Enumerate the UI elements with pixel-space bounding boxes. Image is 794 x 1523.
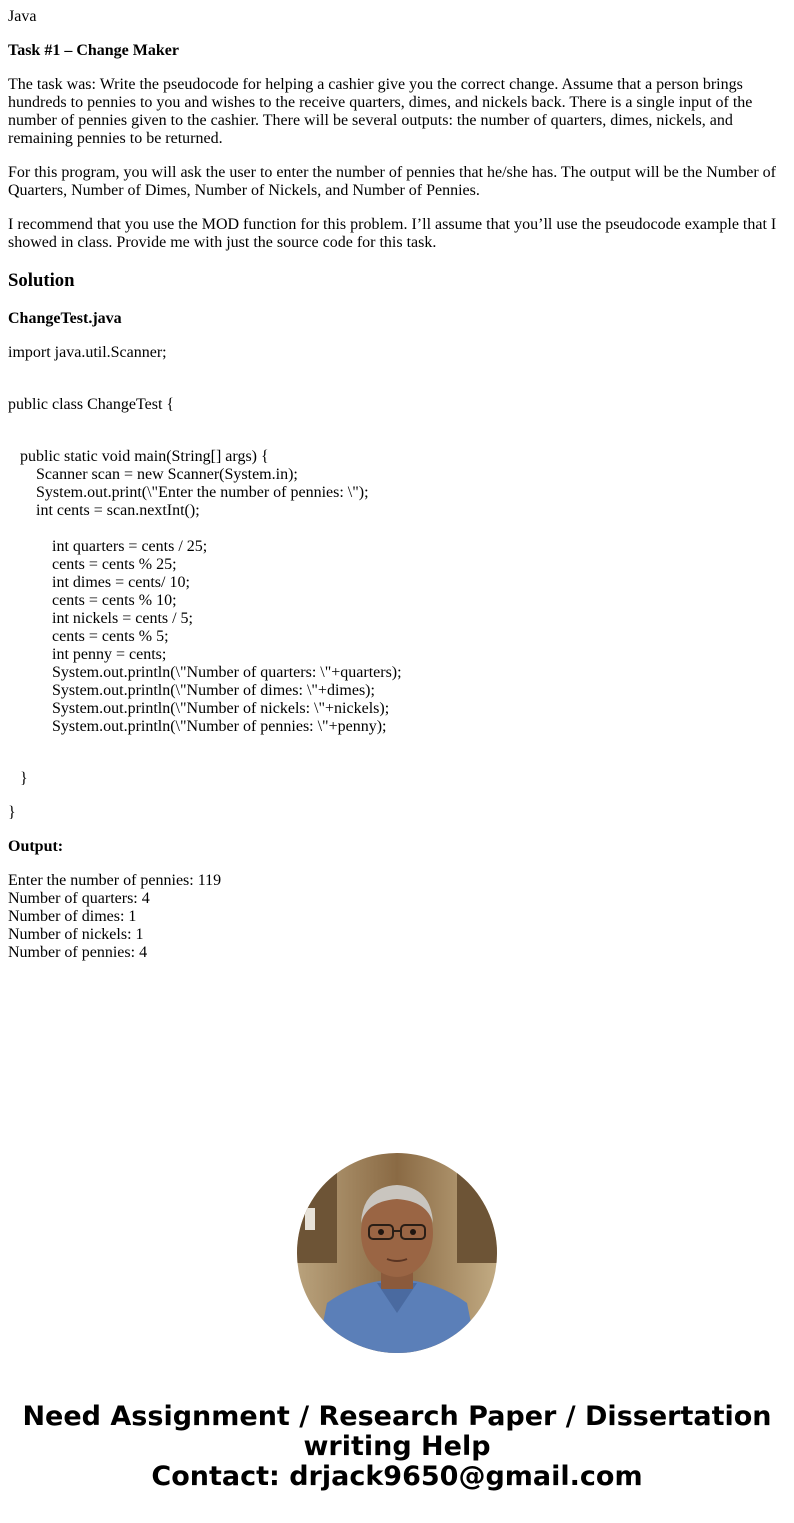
task-paragraph-1: The task was: Write the pseudocode for helping a cashier give you the correct change. Assume that a person brings hundreds to pennies to you and wishes to the receive quarters, dimes, and nickels back. There is a single input of the number of pennies given to the cashier. There will be several outputs: the number of quarters, dimes, nickels, and remaining pennies to be returned.	[8, 76, 753, 147]
code-line: int dimes = cents/ 10;	[52, 574, 190, 591]
code-line: int nickels = cents / 5;	[52, 610, 193, 627]
code-line: System.out.println(\"Number of pennies: \"+penny);	[52, 718, 387, 735]
solution-heading: Solution	[8, 270, 75, 291]
code-main-decl: public static void main(String[] args) {	[20, 448, 269, 465]
subject-label: Java	[8, 8, 37, 25]
banner-line-1: Need Assignment / Research Paper / Dissertation	[22, 1401, 772, 1432]
task-paragraph-3: I recommend that you use the MOD function for this problem. I’ll assume that you’ll use the pseudocode example that I showed in class. Provide me with just the source code for this task.	[8, 216, 777, 251]
document-body	[8, 8, 786, 962]
output-line: Number of quarters: 4	[8, 890, 150, 907]
output-line: Number of pennies: 4	[8, 944, 148, 961]
code-line: int cents = scan.nextInt();	[36, 502, 200, 519]
output-heading: Output:	[8, 838, 64, 855]
task-title: Task #1 – Change Maker	[8, 42, 179, 59]
contact-banner	[0, 1402, 794, 1492]
code-block	[8, 344, 786, 822]
contact-email: Contact: drjack9650@gmail.com	[151, 1461, 643, 1492]
code-line: System.out.println(\"Number of quarters: \"+quarters);	[52, 664, 402, 681]
author-portrait-image	[297, 1153, 497, 1353]
code-close-class: }	[8, 804, 16, 821]
code-line: System.out.print(\"Enter the number of pennies: \");	[36, 484, 369, 501]
code-line: int quarters = cents / 25;	[52, 538, 208, 555]
code-line: int penny = cents;	[52, 646, 167, 663]
code-line: Scanner scan = new Scanner(System.in);	[36, 466, 298, 483]
code-import: import java.util.Scanner;	[8, 344, 167, 361]
code-class-decl: public class ChangeTest {	[8, 396, 175, 413]
output-line: Number of dimes: 1	[8, 908, 137, 925]
code-close-main: }	[20, 770, 28, 787]
banner-line-2: writing Help	[303, 1431, 491, 1462]
code-line: cents = cents % 25;	[52, 556, 177, 573]
author-avatar	[297, 1153, 497, 1353]
code-line: cents = cents % 10;	[52, 592, 177, 609]
task-paragraph-2: For this program, you will ask the user to enter the number of pennies that he/she has. The output will be the Number of Quarters, Number of Dimes, Number of Nickels, and Number of Pennies.	[8, 164, 776, 199]
code-line: System.out.println(\"Number of dimes: \"+dimes);	[52, 682, 375, 699]
output-line: Enter the number of pennies: 119	[8, 872, 222, 889]
output-line: Number of nickels: 1	[8, 926, 144, 943]
code-line: cents = cents % 5;	[52, 628, 169, 645]
code-line: System.out.println(\"Number of nickels: \"+nickels);	[52, 700, 390, 717]
file-name: ChangeTest.java	[8, 310, 122, 327]
output-block	[8, 872, 786, 962]
